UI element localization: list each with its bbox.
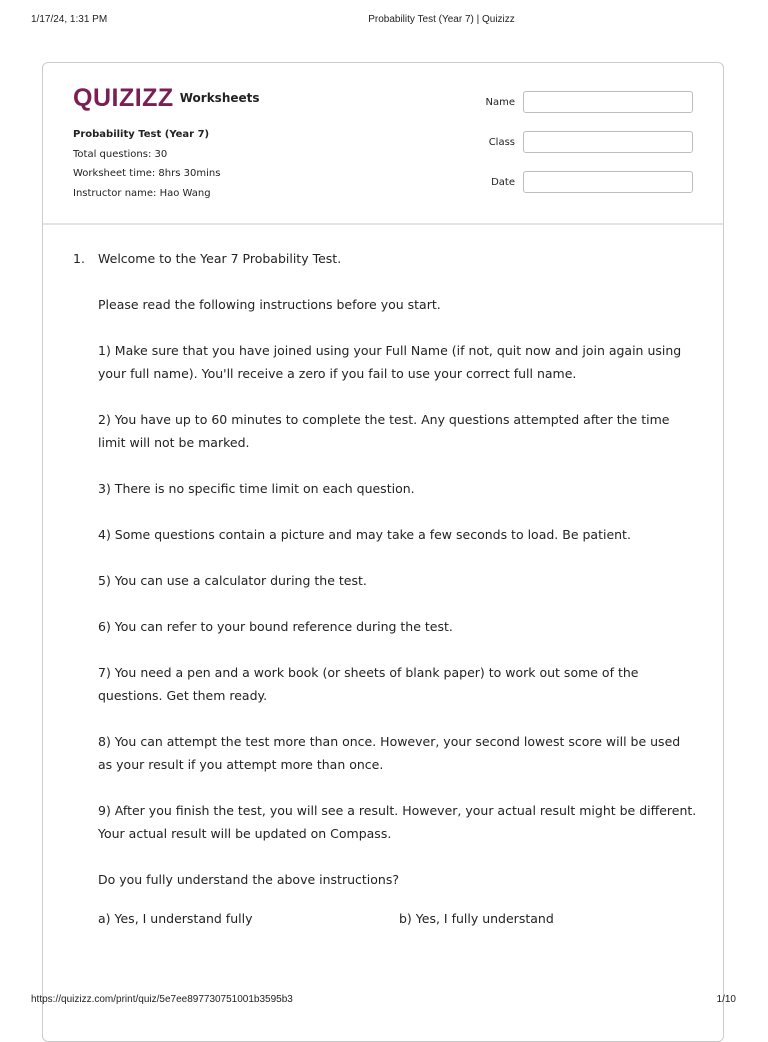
- question-paragraph: 5) You can use a calculator during the test.: [98, 573, 367, 588]
- print-url[interactable]: https://quizizz.com/print/quiz/5e7ee897730751001b3595b3: [31, 994, 293, 1005]
- option-a[interactable]: a) Yes, I understand fully: [98, 911, 253, 926]
- worksheet-meta: [73, 125, 220, 203]
- worksheet-time: Worksheet time: 8hrs 30mins: [73, 168, 221, 179]
- print-header: [0, 14, 768, 34]
- option-b[interactable]: b) Yes, I fully understand: [399, 911, 554, 926]
- quizizz-logo: [73, 83, 260, 113]
- class-input[interactable]: [523, 131, 693, 153]
- question-number: 1.: [73, 251, 85, 266]
- question-paragraph: 9) After you finish the test, you will see a result. However, your actual result might be different. Your actual result will be updated on Compass.: [98, 803, 697, 841]
- question-body: [98, 247, 698, 930]
- question-paragraph: Please read the following instructions before you start.: [98, 297, 441, 312]
- worksheet-header: [43, 63, 723, 225]
- name-field-row: [463, 91, 695, 117]
- page-number: 1/10: [716, 994, 736, 1005]
- worksheet-card: [42, 62, 724, 1042]
- print-footer: [0, 994, 768, 1014]
- logo-subtitle: Worksheets: [179, 91, 260, 105]
- class-field-row: [463, 131, 695, 157]
- print-page-title: Probability Test (Year 7) | Quizizz: [368, 14, 515, 25]
- question-prompt: Do you fully understand the above instructions?: [98, 872, 399, 887]
- name-input[interactable]: [523, 91, 693, 113]
- question-paragraph: 8) You can attempt the test more than once. However, your second lowest score will be used as your result if you attempt more than once.: [98, 734, 681, 772]
- question-paragraph: Welcome to the Year 7 Probability Test.: [98, 251, 342, 266]
- total-questions: Total questions: 30: [73, 148, 168, 160]
- name-label: Name: [485, 97, 515, 108]
- date-label: Date: [491, 177, 515, 188]
- question-paragraph: 3) There is no specific time limit on each question.: [98, 481, 415, 496]
- worksheet-title: Probability Test (Year 7): [73, 129, 210, 140]
- date-field-row: [463, 171, 695, 197]
- print-datetime: 1/17/24, 1:31 PM: [31, 14, 108, 25]
- answer-options: [98, 907, 698, 930]
- question-paragraph: 7) You need a pen and a work book (or sheets of blank paper) to work out some of the questions. Get them ready.: [98, 665, 639, 703]
- question-paragraph: 6) You can refer to your bound reference during the test.: [98, 619, 453, 634]
- class-label: Class: [488, 137, 515, 148]
- question-paragraph: 4) Some questions contain a picture and may take a few seconds to load. Be patient.: [98, 527, 631, 542]
- instructor-name: Instructor name: Hao Wang: [73, 187, 211, 199]
- date-input[interactable]: [523, 171, 693, 193]
- question-paragraph: 1) Make sure that you have joined using your Full Name (if not, quit now and join again using your full name). You'll receive a zero if you fail to use your correct full name.: [98, 343, 682, 381]
- logo-wordmark: QUIZIZZ: [73, 84, 174, 112]
- question-paragraph: 2) You have up to 60 minutes to complete the test. Any questions attempted after the time limit will not be marked.: [98, 412, 670, 450]
